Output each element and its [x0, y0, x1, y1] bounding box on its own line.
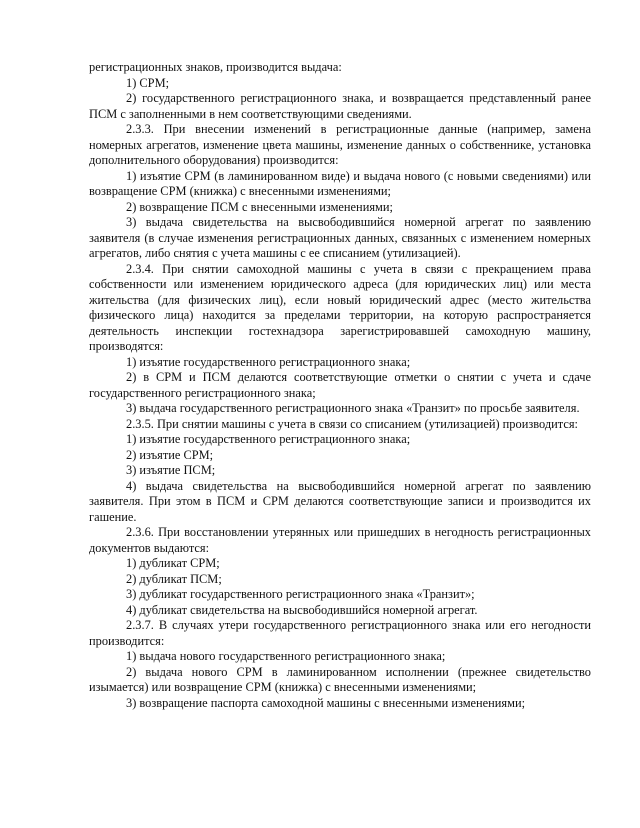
paragraph-3: 2.3.3. При внесении изменений в регистрационные данные (например, замена номерных агрегатов, изменение цвета машины, изменение данных о собственнике, установка дополнительного оборудования) производится:: [89, 122, 591, 167]
paragraph-10: 3) выдача государственного регистрационного знака «Транзит» по просьбе заявителя.: [126, 401, 580, 415]
paragraph-16: 2.3.6. При восстановлении утерянных или пришедших в негодность регистрационных документов выдаются:: [89, 525, 591, 555]
paragraph-19: 3) дубликат государственного регистрационного знака «Транзит»;: [126, 587, 475, 601]
paragraph-24: 3) возвращение паспорта самоходной машины с внесенными изменениями;: [126, 695, 526, 710]
paragraph-23: 2) выдача нового СРМ в ламинированном исполнении (прежнее свидетельство изымается) или возвращение СРМ (книжка) с внесенными изменениями;: [89, 664, 591, 694]
paragraph-15: 4) выдача свидетельства на высвободившийся номерной агрегат по заявлению заявителя. При этом в ПСМ и СРМ делаются соответствующие записи и производится их гашение.: [89, 478, 591, 524]
paragraph-14: 3) изъятие ПСМ;: [126, 463, 216, 477]
paragraph-2: 2) государственного регистрационного знака, и возвращается представленный ранее ПСМ с заполненными в нем соответствующими сведениями.: [89, 91, 591, 121]
paragraph-1: 1) СРМ;: [126, 75, 170, 90]
paragraph-21: 2.3.7. В случаях утери государственного регистрационного знака или его негодности производится:: [89, 618, 591, 648]
paragraph-7: 2.3.4. При снятии самоходной машины с учета в связи с прекращением права собственности или изменением юридического адреса (для юридических лиц) или места жительства (для физических лиц), если новый юридический адрес (место жительства физического лица) находится за пределами территории, на которую распространяется деятельность инспекции гостехнадзора зарегистрировавшей самоходную машину, производятся:: [89, 261, 591, 353]
paragraph-4: 1) изъятие СРМ (в ламинированном виде) и выдача нового (с новыми сведениями) или возвращение СРМ (книжка) с внесенными изменениями;: [89, 168, 591, 198]
paragraph-8: 1) изъятие государственного регистрационного знака;: [126, 354, 411, 369]
paragraph-17: 1) дубликат СРМ;: [126, 556, 220, 570]
paragraph-18: 2) дубликат ПСМ;: [126, 571, 222, 586]
paragraph-0: регистрационных знаков, производится выдача:: [89, 60, 342, 74]
paragraph-13: 2) изъятие СРМ;: [126, 447, 214, 462]
paragraph-11: 2.3.5. При снятии машины с учета в связи со списанием (утилизацией) производится:: [126, 416, 578, 431]
paragraph-22: 1) выдача нового государственного регистрационного знака;: [126, 649, 446, 663]
paragraph-12: 1) изъятие государственного регистрационного знака;: [126, 432, 411, 446]
paragraph-6: 3) выдача свидетельства на высвободившийся номерной агрегат по заявлению заявителя (в случае изменения регистрационных данных, связанных с изменением номерных агрегатов, либо снятия с учета машины с ее списанием (утилизацией).: [89, 215, 591, 260]
paragraph-5: 2) возвращение ПСМ с внесенными изменениями;: [126, 199, 393, 214]
paragraph-9: 2) в СРМ и ПСМ делаются соответствующие отметки о снятии с учета и сдаче государственного регистрационного знака;: [89, 370, 591, 400]
paragraph-20: 4) дубликат свидетельства на высвободившийся номерной агрегат.: [126, 602, 478, 617]
